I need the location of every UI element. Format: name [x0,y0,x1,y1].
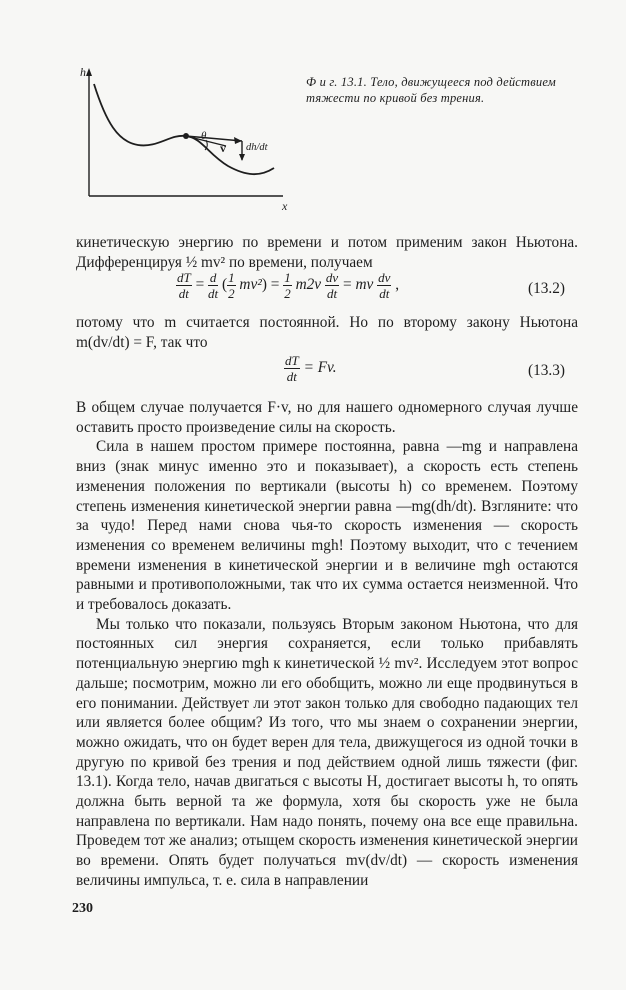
paragraph: кинетическую энергию по времени и потом применим закон Ньютона. Дифференцируя ½ mv² по времени, получаем [76,234,578,271]
figure-caption: Ф и г. 13.1. Тело, движущееся под действием тяжести по кривой без трения. [306,75,556,105]
paragraph: Сила в нашем простом примере постоянна, равна —mg и направлена вниз (знак минус именно это и показывает), а скорость есть степень изменения положения по вертикали (высоты h) со временем. Поэтому степень изменения кинетической энергии равна —mg(dh/dt). Взгляните: что за чудо! Перед нами снова чья-то скорость изменения — скорость изменения со временем величины mgh! Поэтому выходит, что с течением времени изменения в кинетической энергии и в величине mgh остаются равными и противоположными, так что их сумма остается неизменной. Что и требовалось доказать. [76,438,578,614]
paragraph: потому что m считается постоянной. Но по второму закону Ньютона m(dv/dt) = F, так что [76,314,578,351]
equation-13-2: $\frac{dT}{dt}$ = $\frac{d}{dt}$ ( $\frac{1}{2}$ mv²) = $\frac{1}{2}$ m2v $\frac{dv}{dt}$ = mv $\frac{dv}{dt}$ , [177,270,400,301]
fraction: $\frac{dT}{dt}$ [177,270,191,301]
equation-number: (13.3) [528,362,565,379]
axis-y-label: h [80,65,86,79]
velocity-label: v [220,141,226,155]
fraction: $\frac{dv}{dt}$ [325,270,339,301]
fraction: $\frac{1}{2}$ [228,270,235,301]
equation-13-3: $\frac{dT}{dt}$ = Fv. [285,353,337,384]
fraction: $\frac{dv}{dt}$ [378,270,391,301]
page-number: 230 [72,901,93,916]
component-label: dh/dt [246,142,268,153]
equation-number: (13.2) [528,280,565,297]
paragraph: В общем случае получается F·v, но для нашего одномерного случая лучше оставить просто произведение силы на скорость. [76,399,578,436]
curve [94,84,274,174]
angle-label: θ [201,130,207,142]
y-axis-arrow [86,68,92,76]
body-point [183,133,189,139]
figure-13-1 [78,62,300,214]
fraction: $\frac{dT}{dt}$ [285,353,299,384]
arrow-head [234,137,242,144]
component-arrow-head [239,154,245,161]
axis-x-label: x [282,199,288,213]
paragraph: Мы только что показали, пользуясь Вторым законом Ньютона, что для постоянных сил энергия сохраняется, если только прибавлять потенциальную энергию mgh к кинетической ½ mv². Исследуем этот вопрос дальше; посмотрим, можно ли его обобщить, можно ли еще продвинуться в его понимании. Действует ли этот закон только для свободно падающих тел или является более общим? Из того, что мы знаем о сохранении энергии, можно ожидать, что он будет верен для тела, движущегося из одной точки в другую по кривой без трения и под действием одной лишь тяжести (фиг. 13.1). Когда тело, начав двигаться с высоты H, достигает высоты h, то опять должна быть верной та же формула, хотя бы скорость уже не была направлена по вертикали. Нам надо понять, почему она все еще правильна. Проведем тот же анализ; отыщем скорость изменения кинетической энергии во времени. Опять будет получаться mv(dv/dt) — скорость изменения величины импульса, т. е. сила в направлении [76,615,578,889]
fraction: $\frac{1}{2}$ [284,270,291,301]
body-text [76,398,578,891]
fraction: $\frac{d}{dt}$ [208,270,219,301]
